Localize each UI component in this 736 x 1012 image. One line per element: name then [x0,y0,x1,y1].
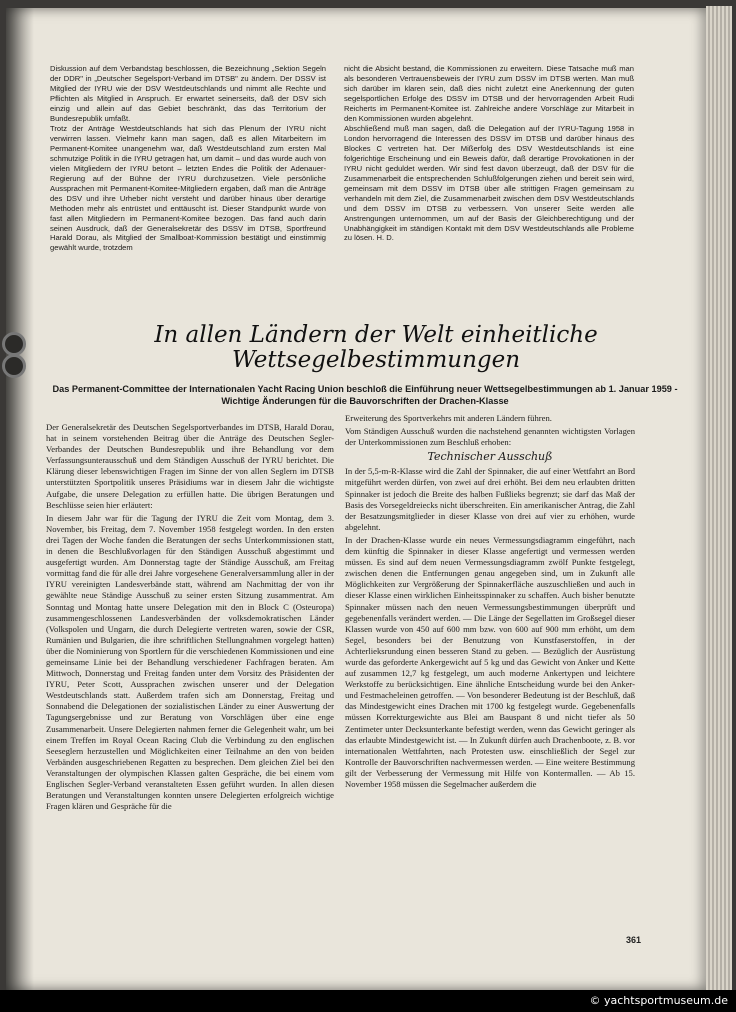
section-title: Technischer Ausschuß [427,450,553,464]
page-number: 361 [626,935,642,945]
lower-left-column [46,422,334,814]
binder-ring-icon [2,354,26,378]
lower-right-column [345,413,635,792]
spine-shadow [6,8,34,990]
article-subheadline: Das Permanent-Committee der Internationalen Yacht Racing Union beschloß die Einführung neuer Wettsegelbestimmungen ab 1. Januar 1959 - Wichtige Änderungen für die Bauvorschriften der Drachen-Klasse [52,384,678,406]
article-headline: In allen Ländern der Welt einheitliche Wettsegelbestimmungen [154,322,598,373]
paragraph: Diskussion auf dem Verbandstag beschlossen, die Bezeichnung „Sektion Segeln der DDR" in „Deutscher Segelsport-Verband im DTSB" zu ändern. Der DSSV ist Mitglied der IYRU wie der DSV Westdeutschlands und nimmt alle Rechte und Pflichten als Mitglied in Anspruch. Er erwartet seinerseits, daß der DSV sich einzig und allein auf das Gebiet beschränkt, das das Territorium der Bundesrepublik umfaßt. [50,64,326,123]
paragraph: In der 5,5-m-R-Klasse wird die Zahl der Spinnaker, die auf einer Wettfahrt an Bord mitgeführt werden dürfen, von zwei auf drei erhöht. Bei dem neu erlaubten dritten Spinnaker ist jedoch die Breite des halben Fußlieks begrenzt; sie darf das Maß der Basis des Vorsegeldreiecks nicht überschreiten. Ein amerikanischer Antrag, die Zahl der Besatzungsmitglieder in dieser Klasse von drei auf vier zu erhöhen, wurde abgelehnt. [345,466,635,532]
footer-bar [0,990,736,1012]
binder-ring-icon [2,332,26,356]
paragraph: Trotz der Anträge Westdeutschlands hat sich das Plenum der IYRU nicht verwirren lassen. Vielmehr kann man sagen, daß es allen Mitarbeitern im Permanent-Komitee unangenehm war, daß Westdeutschland zum ersten Mal schmutzige Politik in die IYRU getragen hat, um damit – und das wurde auch von vielen Mitgliedern der IYRU betont – letzten Endes die Politik der Adenauer-Regierung auf der Bühne der IYRU durchzusetzen. Viele persönliche Aussprachen mit Permanent-Komitee-Mitgliedern ergaben, daß man die Anträge des DSV und ihre Urheber nicht versteht und darüber hinaus über derartige Methoden mehr als entrüstet und enttäuscht ist. Dieser Standpunkt wurde von fast allen Mitgliedern im Permanent-Komitee bezogen. Das fand auch darin seinen Ausdruck, daß der Generalsekretär des DSSV im DTSB, Sportfreund Harald Dorau, als Mitglied der Smallboat-Kommission bestätigt und einstimmig gewählt wurde, trotzdem [50,124,326,253]
copyright-notice: © yachtsportmuseum.de [589,994,728,1007]
upper-left-column [50,64,326,254]
paragraph: nicht die Absicht bestand, die Kommissionen zu erweitern. Diese Tatsache muß man als besonderen Vertrauensbeweis der IYRU zum DSSV im DTSB werten. Man muß sich darüber im klaren sein, daß dies nicht zuletzt eine Anerkennung der guten segelsportlichen Erfolge des DSSV im DTSB und der hervorragenden Arbeit Rudi Reicherts im Permanent-Komitee ist. Zahlreiche andere Vorschläge zur Mitarbeit in den Kommissionen wurden abgelehnt. [344,64,634,123]
paragraph: Vom Ständigen Ausschuß wurden die nachstehend genannten wichtigsten Vorlagen der Unterkommissionen zum Beschluß erhoben: [345,426,635,448]
paragraph: Erweiterung des Sportverkehrs mit anderen Ländern führen. [345,413,552,423]
upper-right-column [344,64,634,244]
paragraph: Abschließend muß man sagen, daß die Delegation auf der IYRU-Tagung 1958 in London hervorragend die Interessen des DSSV im DTSB und darüber hinaus des Blockes C vertreten hat. Der Mißerfolg des DSV Westdeutschlands ist eine folgerichtige Erscheinung und ein Beweis dafür, daß derartige Provokationen in der IYRU nicht geduldet werden. Wir sind fest davon überzeugt, daß der DSV für die Zusammenarbeit die entsprechenden Schlußfolgerungen ziehen und bereit sein wird, gemeinsam mit dem DSSV im DTSB über alle strittigen Fragen gemeinsam zu verhandeln mit dem Ziel, die Zusammenarbeit zwischen dem DSV Westdeutschlands und dem DSSV im DTSB zu verbessern. Von unserer Seite werden alle Anstrengungen unternommen, um auf der Basis der Gleichberechtigung und der Unabhängigkeit im ständigen Kontakt mit dem DSV Westdeutschlands alle Probleme zu lösen. H. D. [344,124,634,243]
paragraph: In diesem Jahr war für die Tagung der IYRU die Zeit vom Montag, dem 3. November, bis Freitag, dem 7. November 1958 festgelegt worden. In den ersten drei Tagen der Woche fanden die Beratungen der sechs Unterkommissionen statt, in denen die Beschlußvorlagen für den Ständigen Ausschuß abgestimmt und ausgefertigt wurden. Am Donnerstag tagte der Ständige Ausschuß, am Freitag vormittag fand die für alle drei Jahre vorgesehene Generalversammlung aller in der IYRU vereinigten Landesverbände statt, während am Nachmittag der von ihr gewählte neue Ständige Ausschuß zu seiner ersten Sitzung zusammentrat. Am Sonntag und Montag hatte unsere Delegation mit den in Block C (Osteuropa) zusammengeschlossenen Landesverbänden der volksdemokratischen Länder (Volkspolen und Ungarn, die durch Delegierte vertreten waren, sowie der CSR, Rumänien und Bulgarien, die ihre schriftlichen Stellungnahmen vorgelegt hatten) über die Nominierung von Sportlern für die verschiedenen Kommissionen und eine gemeinsame Linie bei der Behandlung verschiedener Fachfragen beraten. Am Mittwoch, Donnerstag und Freitag fanden unter dem Vorsitz des Präsidenten der IYRU, Peter Scott, Aussprachen zwischen unserer und der Delegation Westdeutschlands statt. Außerdem trafen sich am Donnerstag, Freitag und Sonnabend die Delegationen der sozialistischen Länder zu einer Auswertung der Tagungsergebnisse und zur Beratung von Vorschlägen über eine enge Zusammenarbeit. Unsere Delegierten nahmen ferner die Gelegenheit wahr, um bei einem Treffen im Royal Ocean Racing Club die Verbindung zu den englischen Seeseglern herzustellen und Möglichkeiten einer Teilnahme an den von beiden Verbänden ausgeschriebenen Regatten zu besprechen. Dem gleichen Ziel bei den Veranstaltungen der olympischen Klassen galten Gespräche, die bei einem vom Englischen Segler-Verband veranstalteten Essen geführt wurden. In allen diesen Beratungen und Veranstaltungen konnten unsere Delegierten erfolgreich wichtige Fragen klären und Gespräche für die [46,512,334,812]
page-stack-edge [706,6,732,992]
paragraph: In der Drachen-Klasse wurde ein neues Vermessungsdiagramm eingeführt, nach dem künftig die Spinnaker in dieser Klasse angefertigt und vermessen werden müssen. Es sind auf dem neuen Vermessungsdiagramm zwölf Punkte festgelegt, zwischen denen die Entfernungen genau angegeben sind, um in Zukunft alle Möglichkeiten zur Vergrößerung der Spinnakerfläche auszuschließen und auch in dieser Klasse einen wirklichen Einheitsspinnaker zu schaffen. Auch bisher benutzte Spinnaker müssen nach den neuen Vermessungsbestimmungen überprüft und gegebenenfalls verändert werden. — Die Länge der Segellatten im Großsegel dieser Klassen wurde von 450 auf 600 mm bzw. von 600 auf 900 mm erhöht, um dem Segel, besonders bei der Benutzung von Kunstfaserstoffen, in der Achterlieksrundung einen besseren Stand zu geben. — Bezüglich der Ausrüstung wurde das geforderte Ankergewicht auf 5 kg und das Gewicht von Anker und Kette auf zusammen 12,7 kg festgelegt, um auch moderne Ankertypen und leichtere Werkstoffe zu berücksichtigen. Eine ähnliche Entscheidung wurde bei den Anker- und Festmacheleinen getroffen. — Von besonderer Bedeutung ist der Beschluß, daß das Mindestgewicht eines Drachen mit 1700 kg festgelegt wurde. Gegebenenfalls müssen Korrekturgewichte aus Blei am Bauspant 8 und nicht tiefer als 50 Zentimeter unter Decksunterkante befestigt werden, wenn das Gewicht geringer als das erlaubte Mindestgewicht ist. — In Zukunft dürfen auch Drachenboote, z. B. vor internationalen Wettfahrten, nach Protesten usw. einschließlich der Segel zur Kontrolle der Bauvorschriften nachvermessen werden. — Eine weitere Bestimmung gilt der Verbesserung der Vermessung mit Hilfe von Kontermallen. — Ab 15. November 1958 müssen die Segelmacher außerdem die [345,534,635,789]
paragraph: Der Generalsekretär des Deutschen Segelsportverbandes im DTSB, Harald Dorau, hat in seinem vorstehenden Beitrag über die Anträge des Deutschen Segler-Verbandes der Deutschen Bundesrepublik und ihre Behandlung vor dem Verfassungsunterausschuß und dem Ständigen Ausschuß der IYRU berichtet. Die Klärung dieser lebenswichtigen Fragen im Sinne der von allen Seglern im DTSB unterstützten Sportpolitik unseres Präsidiums war in diesem Jahr die wichtigste Aufgabe, die unsere Delegation zu erfüllen hatte. Die übrigen Beratungen und Beschlüsse seien hier erläutert: [46,422,334,510]
